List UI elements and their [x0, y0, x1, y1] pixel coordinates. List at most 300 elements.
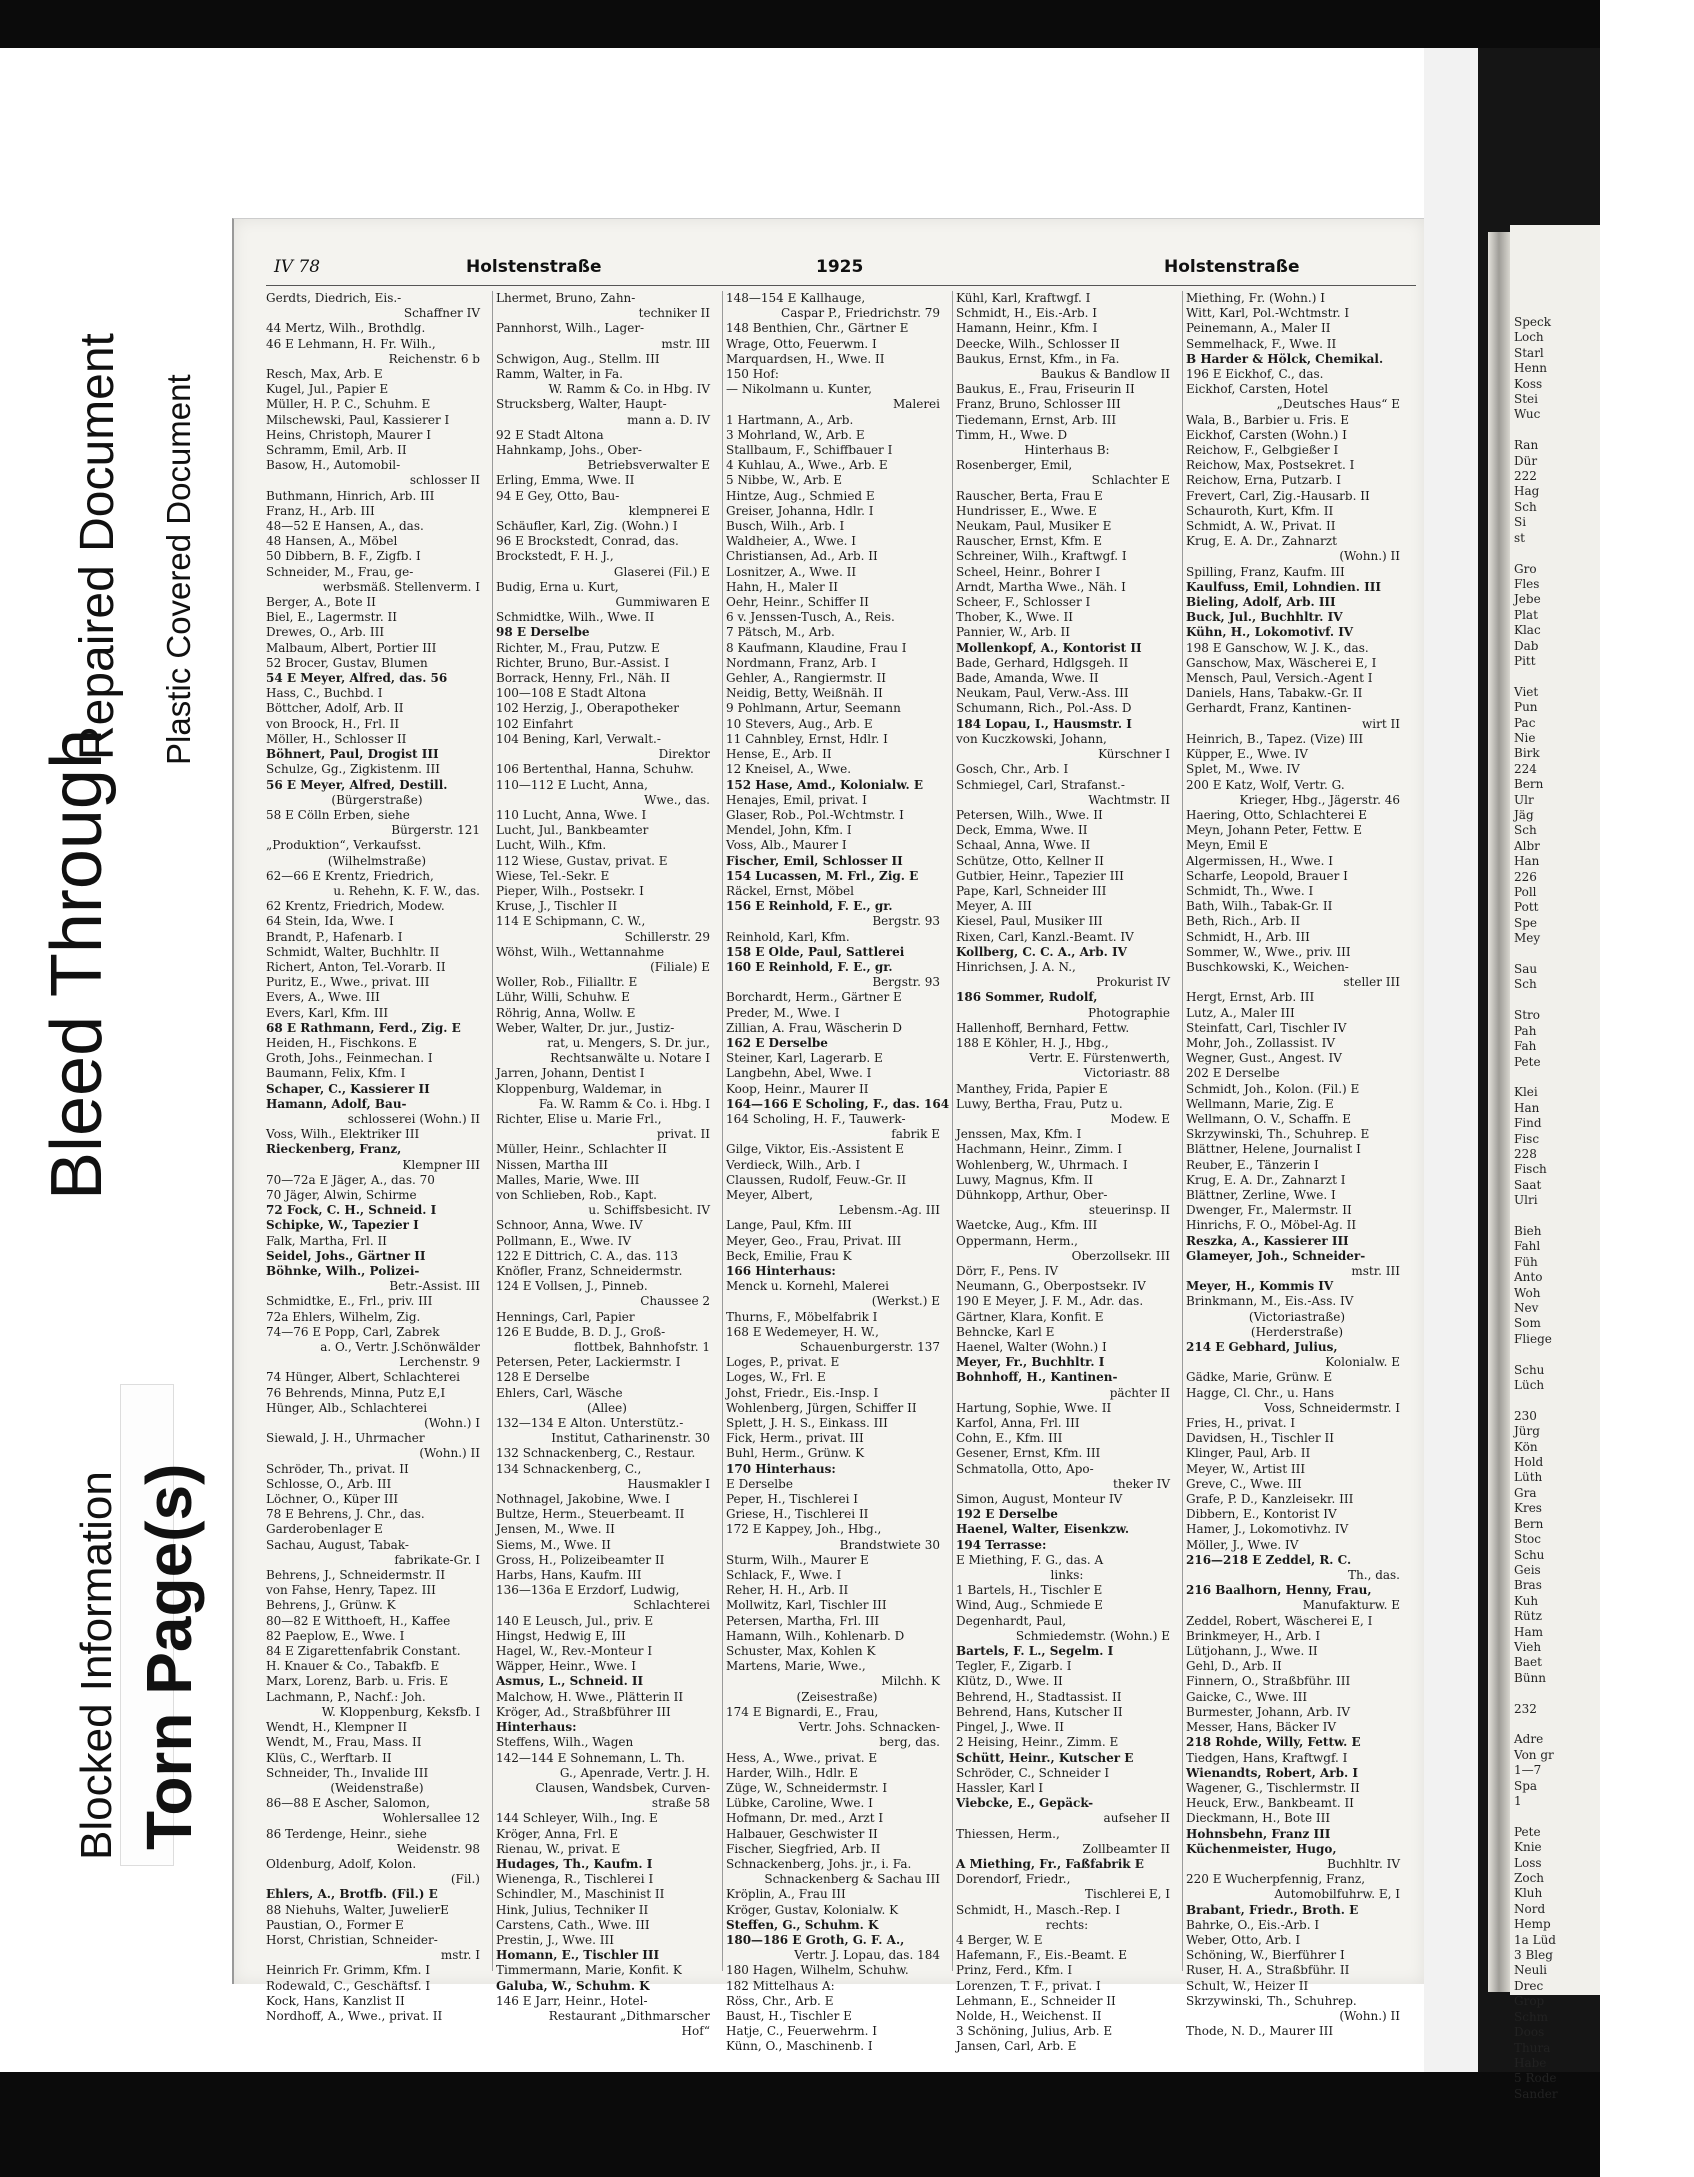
adjacent-page-entry: Sch [1514, 499, 1537, 514]
directory-entry: flottbek, Bahnhofstr. 1 [573, 1340, 710, 1355]
directory-entry: Weber, Walter, Dr. jur., Justiz- [496, 1020, 675, 1035]
directory-entry: Heinrich, B., Tapez. (Vize) III [1186, 731, 1364, 746]
directory-entry: Eickhof, Carsten, Hotel [1186, 382, 1329, 397]
directory-entry: 152 Hase, Amd., Kolonialw. E [726, 777, 923, 792]
directory-entry: 1 Bartels, H., Tischler E [956, 1583, 1103, 1598]
directory-entry: Hundrisser, E., Wwe. E [956, 503, 1097, 518]
adjacent-page-entry: Hold [1514, 1455, 1544, 1470]
directory-entry: 7 Pätsch, M., Arb. [726, 625, 835, 640]
directory-entry: Kröplin, A., Frau III [726, 1887, 846, 1902]
directory-entry: 180—186 E Groth, G. F. A., [726, 1932, 905, 1947]
directory-entry: 164 Scholing, H. F., Tauwerk- [726, 1111, 906, 1126]
directory-entry: G., Apenrade, Vertr. J. H. [559, 1765, 710, 1780]
directory-entry: Lerchenstr. 9 [399, 1355, 480, 1370]
adjacent-page-entry: Poll [1514, 885, 1537, 900]
directory-entry: Heinrich Fr. Grimm, Kfm. I [266, 1963, 431, 1978]
street-heading-right: Holstenstraße [1164, 257, 1300, 277]
adjacent-page-entry: Vieh [1514, 1639, 1542, 1654]
directory-entry: 148—154 E Kallhauge, [726, 291, 866, 305]
adjacent-page-entry: Loch [1514, 330, 1544, 345]
directory-entry: Kock, Hans, Kanzlist II [266, 1993, 405, 2008]
directory-entry: 62—66 E Krentz, Friedrich, [266, 868, 434, 883]
directory-entry: (Fil.) [450, 1872, 480, 1887]
directory-entry: Brandt, P., Hafenarb. I [266, 929, 403, 944]
directory-entry: Röss, Chr., Arb. E [726, 1993, 834, 2008]
directory-entry: Ruser, H. A., Straßbführ. II [1186, 1963, 1350, 1978]
directory-entry: Pape, Karl, Schneider III [956, 883, 1107, 898]
directory-entry: Schmatolla, Otto, Apo- [956, 1461, 1094, 1476]
directory-entry: 58 E Cölln Erben, siehe [266, 807, 410, 822]
directory-entry: von Fahse, Henry, Tapez. III [266, 1583, 436, 1598]
adjacent-page-entry: Albr [1514, 838, 1540, 853]
directory-entry: Räckel, Ernst, Möbel [726, 883, 854, 898]
directory-entry: Hassler, Karl I [956, 1780, 1044, 1795]
directory-entry: Beth, Rich., Arb. II [1186, 914, 1301, 929]
directory-entry: Gross, H., Polizeibeamter II [496, 1552, 665, 1567]
directory-entry: Hahn, H., Maler II [726, 579, 839, 594]
directory-entry: Hense, E., Arb. II [726, 747, 832, 762]
directory-entry: Pannhorst, Wilh., Lager- [496, 321, 645, 336]
directory-entry: Malbaum, Albert, Portier III [266, 640, 437, 655]
directory-entry: Glaser, Rob., Pol.-Wchtmstr. I [726, 807, 904, 822]
directory-entry: Spilling, Franz, Kaufm. III [1186, 564, 1345, 579]
directory-entry: Kürschner I [1098, 747, 1170, 762]
directory-entry: Meyer, Fr., Buchhltr. I [956, 1355, 1105, 1370]
directory-entry: Institut, Catharinenstr. 30 [551, 1431, 710, 1446]
directory-entry: berg, das. [879, 1735, 940, 1750]
adjacent-page-entry: Nord [1514, 1901, 1546, 1916]
directory-entry: werbsmäß. Stellenverm. I [322, 579, 480, 594]
adjacent-page-entry [1514, 1070, 1694, 1085]
directory-entry: Gaicke, C., Wwe. III [1186, 1689, 1308, 1704]
directory-entry: Finnern, O., Straßbführ. III [1186, 1674, 1351, 1689]
directory-entry: Tiedgen, Hans, Kraftwgf. I [1186, 1750, 1348, 1765]
adjacent-page-entry: Lüch [1514, 1378, 1545, 1393]
adjacent-page-entry: Sander [1514, 2086, 1558, 2101]
adjacent-page-entry: Knie [1514, 1840, 1542, 1855]
directory-entry: Schnackenberg & Sachau III [764, 1872, 940, 1887]
directory-entry: Behrens, J., Schneidermstr. II [266, 1568, 446, 1583]
directory-entry: Hinterhaus: [496, 1720, 577, 1735]
label-blocked-information: Blocked Information [72, 1471, 121, 1860]
adjacent-page-entry: Grop [1514, 1994, 1545, 2009]
directory-entry: Rauscher, Ernst, Kfm. E [956, 534, 1102, 549]
directory-entry: Chaussee 2 [640, 1294, 710, 1309]
label-torn-pages: Torn Page(s) [133, 1463, 205, 1850]
directory-entry: Müller, H. P. C., Schuhm. E [266, 397, 431, 412]
street-heading-left: Holstenstraße [466, 257, 602, 277]
adjacent-page-entry: 5 Rode [1514, 2071, 1557, 2086]
directory-entry: Voss, Alb., Maurer I [726, 838, 847, 853]
directory-entry: 150 Hof: [726, 367, 779, 382]
directory-entry: Modew. E [1110, 1111, 1170, 1126]
adjacent-page-entry: Sau [1514, 962, 1538, 977]
directory-entry: 8 Kaufmann, Klaudine, Frau I [726, 640, 907, 655]
directory-column-1 [266, 291, 488, 2023]
directory-entry: (Wohn.) II [419, 1446, 480, 1461]
directory-entry: Jenssen, Max, Kfm. I [956, 1127, 1082, 1142]
directory-entry: Busch, Wilh., Arb. I [726, 519, 845, 534]
directory-entry: Hamer, J., Lokomotivhz. IV [1186, 1522, 1349, 1537]
directory-entry: Behncke, Karl E [956, 1324, 1055, 1339]
directory-entry: Hohnsbehn, Franz III [1186, 1826, 1331, 1841]
directory-entry: Wienandts, Robert, Arb. I [1186, 1765, 1358, 1780]
directory-entry: Franz, Bruno, Schlosser III [956, 397, 1121, 412]
directory-entry: Lutz, A., Maler III [1186, 1005, 1295, 1020]
directory-entry: Zollbeamter II [1082, 1841, 1170, 1856]
directory-entry: Hinrichsen, J. A. N., [956, 959, 1076, 974]
adjacent-page-entry: Ulr [1514, 792, 1534, 807]
directory-entry: Fries, H., privat. I [1186, 1416, 1296, 1431]
directory-entry: Marquardsen, H., Wwe. II [726, 351, 885, 366]
directory-entry: Baumann, Felix, Kfm. I [266, 1066, 406, 1081]
directory-entry: Caspar P., Friedrichstr. 79 [781, 306, 940, 321]
directory-entry: Behrend, Hans, Kutscher II [956, 1704, 1123, 1719]
directory-entry: Ehlers, Carl, Wäsche [496, 1385, 623, 1400]
directory-entry: Schramm, Emil, Arb. II [266, 443, 407, 458]
directory-entry: Groth, Johs., Feinmechan. I [266, 1051, 433, 1066]
directory-entry: Witt, Karl, Pol.-Wchtmstr. I [1186, 306, 1350, 321]
directory-entry: Steinfatt, Carl, Tischler IV [1186, 1020, 1347, 1035]
adjacent-page-entry [1514, 947, 1694, 962]
directory-entry: Dieckmann, H., Bote III [1186, 1811, 1331, 1826]
directory-entry: Künn, O., Maschinenb. I [726, 2039, 873, 2054]
directory-entry: Gehler, A., Rangiermstr. II [726, 671, 886, 686]
directory-entry: Menck u. Kornehl, Malerei [726, 1279, 889, 1294]
adjacent-page-entry: Kres [1514, 1501, 1542, 1516]
directory-entry: straße 58 [651, 1796, 710, 1811]
directory-entry: Schmidtke, Wilh., Wwe. II [496, 610, 655, 625]
directory-entry: Reuber, E., Tänzerin I [1186, 1157, 1319, 1172]
adjacent-page-entry: Rütz [1514, 1609, 1542, 1624]
directory-entry: (Weidenstraße) [330, 1780, 424, 1795]
directory-entry: 154 Lucassen, M. Frl., Zig. E [726, 868, 919, 883]
directory-entry: Heins, Christoph, Maurer I [266, 427, 431, 442]
directory-entry: Loges, W., Frl. E [726, 1370, 826, 1385]
directory-entry: Schnoor, Anna, Wwe. IV [496, 1218, 643, 1233]
directory-entry: Gädke, Marie, Grünw. E [1186, 1370, 1333, 1385]
directory-entry: steller III [1343, 975, 1400, 990]
directory-entry: Wachtmstr. II [1088, 792, 1170, 807]
scanner-border-top [0, 0, 1600, 48]
directory-entry: Sachau, August, Tabak- [266, 1537, 409, 1552]
directory-entry: Nordhoff, A., Wwe., privat. II [266, 2008, 443, 2023]
directory-entry: Heuck, Erw., Bankbeamt. II [1186, 1796, 1354, 1811]
directory-entry: Lachmann, P., Nachf.: Joh. [266, 1689, 426, 1704]
directory-entry: Scheel, Heinr., Bohrer I [956, 564, 1101, 579]
directory-entry: 64 Stein, Ida, Wwe. I [266, 914, 394, 929]
directory-entry: 198 E Ganschow, W. J. K., das. [1186, 640, 1369, 655]
directory-entry: (Allee) [587, 1400, 627, 1415]
directory-entry: Restaurant „Dithmarscher [548, 2008, 710, 2023]
directory-entry: Losnitzer, A., Wwe. II [726, 564, 857, 579]
directory-entry: Schneider, M., Frau, ge- [266, 564, 414, 579]
adjacent-page-entry: Pun [1514, 700, 1538, 715]
adjacent-page-entry: Bern [1514, 777, 1544, 792]
directory-entry: Schäufler, Karl, Zig. (Wohn.) I [496, 519, 678, 534]
directory-entry: Hagge, Cl. Chr., u. Hans [1186, 1385, 1334, 1400]
directory-entry: Langbehn, Abel, Wwe. I [726, 1066, 872, 1081]
directory-entry: Biel, E., Lagermstr. II [266, 610, 397, 625]
directory-entry: Dibbern, E., Kontorist IV [1186, 1507, 1337, 1522]
adjacent-page-entry: 222 [1514, 469, 1537, 484]
directory-entry: Schuster, Max, Kohlen K [726, 1644, 876, 1659]
directory-entry: 1 Hartmann, A., Arb. [726, 412, 854, 427]
directory-entry: Karfol, Anna, Frl. III [956, 1416, 1080, 1431]
directory-entry: Heiden, H., Fischkons. E [266, 1035, 417, 1050]
directory-entry: (Herderstraße) [1250, 1324, 1344, 1339]
directory-entry: Hess, A., Wwe., privat. E [726, 1750, 878, 1765]
directory-entry: Lehmann, E., Schneider II [956, 1993, 1116, 2008]
directory-entry: Skrzywinski, Th., Schuhrep. [1186, 1993, 1357, 2008]
directory-entry: Automobilfuhrw. E, I [1274, 1887, 1400, 1902]
adjacent-page-entry: Ulri [1514, 1193, 1538, 1208]
directory-entry: Davidsen, H., Tischler II [1186, 1431, 1335, 1446]
directory-entry: Schaffner IV [403, 306, 480, 321]
directory-entry: Kröger, Anna, Frl. E [496, 1826, 618, 1841]
directory-entry: 202 E Derselbe [1186, 1066, 1280, 1081]
directory-entry: Carstens, Cath., Wwe. III [496, 1917, 650, 1932]
adjacent-page-entry: Fahl [1514, 1239, 1541, 1254]
directory-entry: Schmidt, H., Masch.-Rep. I [956, 1902, 1121, 1917]
directory-entry: 188 E Köhler, H. J., Hbg., [956, 1035, 1109, 1050]
directory-entry: E Derselbe [726, 1476, 793, 1491]
directory-entry: Schmidt, A. W., Privat. II [1186, 519, 1336, 534]
directory-entry: Clausen, Wandsbek, Curven- [535, 1780, 710, 1795]
directory-entry: B Harder & Hölck, Chemikal. [1186, 351, 1384, 366]
directory-entry: Rixen, Carl, Kanzl.-Beamt. IV [956, 929, 1134, 944]
directory-entry: 74—76 E Popp, Carl, Zabrek [266, 1324, 440, 1339]
directory-entry: Hergt, Ernst, Arb. III [1186, 990, 1315, 1005]
directory-entry: Meyer, Albert, [726, 1187, 813, 1202]
directory-entry: 70—72a E Jäger, A., das. 70 [266, 1172, 435, 1187]
directory-entry: Wellmann, O. V., Schaffn. E [1186, 1111, 1351, 1126]
directory-entry: Meyer, Geo., Frau, Privat. III [726, 1233, 902, 1248]
adjacent-page-entry: Pah [1514, 1023, 1537, 1038]
adjacent-page-entry [1514, 1717, 1694, 1732]
directory-entry: Bürgerstr. 121 [391, 823, 480, 838]
directory-entry: Rienau, W., privat. E [496, 1841, 621, 1856]
directory-entry: Brabant, Friedr., Broth. E [1186, 1902, 1359, 1917]
directory-entry: Steiner, Karl, Lagerarb. E [726, 1051, 883, 1066]
directory-entry: Gesener, Ernst, Kfm. III [956, 1446, 1101, 1461]
directory-entry: 76 Behrends, Minna, Putz E,I [266, 1385, 446, 1400]
directory-entry: 140 E Leusch, Jul., priv. E [496, 1613, 654, 1628]
directory-entry: Reichow, Max, Postsekret. I [1186, 458, 1355, 473]
directory-entry: Greiser, Johanna, Hdlr. I [726, 503, 874, 518]
directory-entry: Kröger, Gustav, Kolonialw. K [726, 1902, 899, 1917]
directory-entry: Harder, Wilh., Hdlr. E [726, 1765, 858, 1780]
directory-entry: Henajes, Emil, privat. I [726, 792, 867, 807]
adjacent-page-entry [1514, 1209, 1694, 1224]
adjacent-page-entry: Stro [1514, 1008, 1541, 1023]
directory-entry: Steffen, G., Schuhm. K [726, 1917, 879, 1932]
directory-entry: mstr. III [1351, 1264, 1400, 1278]
directory-entry: Hausmakler I [627, 1476, 710, 1491]
adjacent-page-entry: Dab [1514, 638, 1539, 653]
directory-entry: Milschewski, Paul, Kassierer I [266, 412, 450, 427]
directory-entry: Budig, Erna u. Kurt, [496, 579, 619, 594]
adjacent-page-entry [1514, 423, 1694, 438]
directory-entry: von Kuczkowski, Johann, [956, 731, 1107, 746]
adjacent-page-entry: Schm [1514, 2009, 1549, 2024]
directory-entry: Miething, Fr. (Wohn.) I [1186, 291, 1325, 305]
directory-entry: 94 E Gey, Otto, Bau- [496, 488, 620, 503]
directory-entry: 86 Terdenge, Heinr., siehe [266, 1826, 427, 1841]
directory-entry: Brinkmann, M., Eis.-Ass. IV [1186, 1294, 1354, 1309]
directory-entry: Nothnagel, Jakobine, Wwe. I [496, 1492, 670, 1507]
directory-entry: Petersen, Martha, Frl. III [726, 1613, 880, 1628]
directory-entry: Schwigon, Aug., Stellm. III [496, 351, 660, 366]
directory-entry: 124 E Vollsen, J., Pinneb. [496, 1279, 648, 1294]
directory-entry: Klütz, D., Wwe. II [956, 1674, 1063, 1689]
directory-entry: a. O., Vertr. J.Schönwälder [320, 1340, 480, 1355]
directory-entry: Schauenburgerstr. 137 [800, 1340, 940, 1355]
directory-entry: 194 Terrasse: [956, 1537, 1047, 1552]
directory-entry: H. Knauer & Co., Tabakfb. E [266, 1659, 440, 1674]
directory-entry: „Deutsches Haus“ E [1276, 397, 1400, 412]
directory-entry: Hamann, Wilh., Kohlenarb. D [726, 1628, 905, 1643]
adjacent-page-entry: Henn [1514, 361, 1548, 376]
directory-entry: Kröger, Ad., Straßbführer III [496, 1704, 671, 1719]
directory-entry: 160 E Reinhold, F. E., gr. [726, 959, 893, 974]
adjacent-page-entry: Von gr [1514, 1747, 1554, 1762]
directory-entry: Siewald, J. H., Uhrmacher [266, 1431, 425, 1446]
directory-entry: Neukam, Paul, Verw.-Ass. III [956, 686, 1129, 701]
directory-entry: Schneider, Th., Invalide III [266, 1765, 429, 1780]
directory-entry: 82 Paeplow, E., Wwe. I [266, 1628, 405, 1643]
directory-entry: Verdieck, Wilh., Arb. I [726, 1157, 861, 1172]
directory-entry: Koop, Heinr., Maurer II [726, 1081, 869, 1096]
directory-entry: Tegler, F., Zigarb. I [956, 1659, 1072, 1674]
directory-entry: „Produktion“, Verkaufsst. [266, 838, 422, 853]
adjacent-page-entry: Starl [1514, 345, 1544, 360]
scanner-border-bottom [0, 2072, 1600, 2177]
directory-entry: 132 Schnackenberg, C., Restaur. [496, 1446, 696, 1461]
directory-entry: Harbs, Hans, Kaufm. III [496, 1568, 642, 1583]
adjacent-page-entry: Hag [1514, 484, 1540, 499]
directory-entry: Schaper, C., Kassierer II [266, 1081, 430, 1096]
adjacent-page-entry: Han [1514, 854, 1540, 869]
adjacent-page-entry: 226 [1514, 869, 1537, 884]
adjacent-page-entry: 1a Lüd [1514, 1932, 1556, 1947]
directory-entry: fabrik E [891, 1127, 940, 1142]
directory-entry: 10 Stevers, Aug., Arb. E [726, 716, 873, 731]
directory-entry: Brandstwiete 30 [839, 1537, 940, 1552]
book-gutter [1488, 232, 1510, 1992]
directory-entry: Hahnkamp, Johs., Ober- [496, 443, 642, 458]
directory-entry: 146 E Jarr, Heinr., Hotel- [496, 1993, 648, 2008]
directory-entry: (Wohn.) II [1339, 549, 1400, 564]
directory-entry: 132—134 E Alton. Unterstütz.- [496, 1416, 684, 1431]
directory-entry: Horst, Christian, Schneider- [266, 1932, 438, 1947]
adjacent-page-entry: Dür [1514, 453, 1538, 468]
directory-entry: Hartung, Sophie, Wwe. II [956, 1400, 1112, 1415]
directory-entry: Burmester, Johann, Arb. IV [1186, 1704, 1351, 1719]
directory-entry: W. Ramm & Co. in Hbg. IV [548, 382, 710, 397]
adjacent-page-entry: Spa [1514, 1778, 1538, 1793]
directory-entry: 180 Hagen, Wilhelm, Schuhw. [726, 1963, 909, 1978]
directory-entry: 102 Einfahrt [496, 716, 573, 731]
directory-entry: Malchow, H. Wwe., Plätterin II [496, 1689, 684, 1704]
directory-entry: 110 Lucht, Anna, Wwe. I [496, 807, 647, 822]
directory-entry: Nolde, H., Weichenst. II [956, 2008, 1102, 2023]
directory-entry: Nordmann, Franz, Arb. I [726, 655, 877, 670]
directory-entry: Schult, W., Heizer II [1186, 1978, 1309, 1993]
directory-entry: Preder, M., Wwe. I [726, 1005, 840, 1020]
directory-entry: Hingst, Hedwig E, III [496, 1628, 626, 1643]
directory-entry: Meyer, W., Artist III [1186, 1461, 1306, 1476]
directory-entry: 216—218 E Zeddel, R. C. [1186, 1552, 1352, 1567]
directory-entry: Bartels, F. L., Segelm. I [956, 1644, 1114, 1659]
directory-entry: (Wohn.) II [1339, 2008, 1400, 2023]
directory-entry: Neumann, G., Oberpostsekr. IV [956, 1279, 1146, 1294]
directory-entry: Wagener, G., Tischlermstr. II [1186, 1780, 1360, 1795]
adjacent-page-entry [1514, 1809, 1694, 1824]
directory-entry: Bohnhoff, H., Kantinen- [956, 1370, 1118, 1385]
directory-entry: Jensen, M., Wwe. II [496, 1522, 615, 1537]
directory-entry: Hamann, Adolf, Bau- [266, 1096, 407, 1111]
directory-entry: Manthey, Frida, Papier E [956, 1081, 1108, 1096]
directory-entry: Lorenzen, T. F., privat. I [956, 1978, 1101, 1993]
directory-entry: 162 E Derselbe [726, 1035, 828, 1050]
directory-entry: Viebcke, E., Gepäck- [956, 1796, 1094, 1811]
directory-entry: mstr. I [440, 1948, 480, 1963]
directory-entry: Züge, W., Schneidermstr. I [726, 1780, 888, 1795]
directory-entry: Puritz, E., Wwe., privat. III [266, 975, 430, 990]
directory-entry: privat. II [656, 1127, 710, 1142]
column-divider [1182, 291, 1183, 1971]
directory-entry: Hofmann, Dr. med., Arzt I [726, 1811, 884, 1826]
directory-entry: 186 Sommer, Rudolf, [956, 990, 1098, 1005]
directory-entry: Wala, B., Barbier u. Fris. E [1186, 412, 1350, 427]
adjacent-page-entry: Klac [1514, 623, 1541, 638]
directory-entry: A Miething, Fr., Faßfabrik E [956, 1856, 1144, 1871]
directory-entry: Schipke, W., Tapezier I [266, 1218, 419, 1233]
adjacent-page-entry: Gra [1514, 1485, 1537, 1500]
directory-entry: Dörr, F., Pens. IV [956, 1264, 1059, 1278]
directory-entry: Rosenberger, Emil, [956, 458, 1073, 473]
directory-entry: Ehlers, A., Brotfb. (Fil.) E [266, 1887, 438, 1902]
directory-entry: 52 Brocer, Gustav, Blumen [266, 655, 428, 670]
directory-entry: Wendt, H., Klempner II [266, 1720, 408, 1735]
directory-entry: 122 E Dittrich, C. A., das. 113 [496, 1248, 679, 1263]
directory-entry: Hafemann, F., Eis.-Beamt. E [956, 1948, 1127, 1963]
directory-entry: Voss, Wilh., Elektriker III [266, 1127, 420, 1142]
directory-entry: theker IV [1113, 1476, 1170, 1491]
adjacent-page-entry: Anto [1514, 1270, 1543, 1285]
adjacent-page-entry: Geis [1514, 1562, 1541, 1577]
adjacent-page-entry [1514, 1347, 1694, 1362]
directory-entry: Böhnert, Paul, Drogist III [266, 747, 439, 762]
directory-entry: Borrack, Henny, Frl., Näh. II [496, 671, 670, 686]
directory-entry: 86—88 E Ascher, Salomon, [266, 1796, 430, 1811]
directory-entry: Mollwitz, Karl, Tischler III [726, 1598, 887, 1613]
directory-entry: von Broock, H., Frl. II [266, 716, 400, 731]
directory-entry: 106 Bertenthal, Hanna, Schuhw. [496, 762, 694, 777]
directory-year: 1925 [816, 257, 864, 277]
directory-entry: 4 Berger, W. E [956, 1932, 1043, 1947]
directory-entry: 100—108 E Stadt Altona [496, 686, 647, 701]
adjacent-page-entry: Nie [1514, 730, 1536, 745]
directory-entry: Richter, Bruno, Bur.-Assist. I [496, 655, 670, 670]
directory-entry: Skrzywinski, Th., Schuhrep. E [1186, 1127, 1370, 1142]
adjacent-page-entry: Gro [1514, 561, 1537, 576]
directory-entry: 72a Ehlers, Wilhelm, Zig. [266, 1309, 421, 1324]
directory-entry: Haenel, Walter (Wohn.) I [956, 1340, 1107, 1355]
directory-entry: Möller, H., Schlosser II [266, 731, 407, 746]
label-plastic-covered: Plastic Covered Document [160, 374, 197, 765]
